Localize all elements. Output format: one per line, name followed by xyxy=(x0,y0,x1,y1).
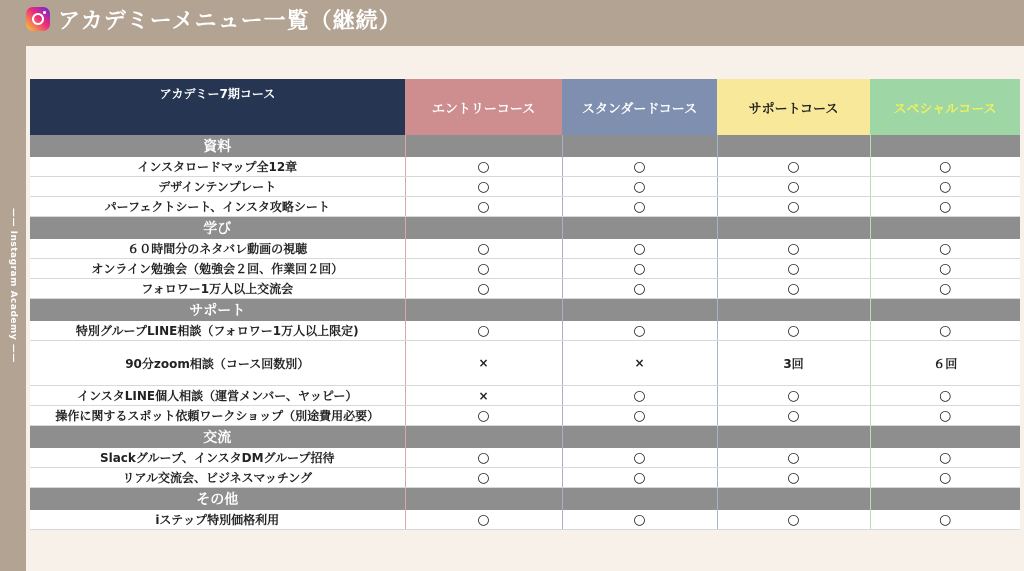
row-label: Slackグループ、インスタDMグループ招待 xyxy=(30,448,405,468)
section-fill xyxy=(870,299,1020,322)
availability-cell: × xyxy=(405,386,562,406)
availability-cell: ○ xyxy=(562,157,717,177)
section-row xyxy=(30,299,1020,322)
availability-cell: ○ xyxy=(405,468,562,488)
availability-cell: ○ xyxy=(870,406,1020,426)
section-fill xyxy=(870,135,1020,157)
availability-cell: ○ xyxy=(870,448,1020,468)
table-row xyxy=(30,448,1020,468)
section-fill xyxy=(405,426,562,449)
availability-cell: ○ xyxy=(562,386,717,406)
availability-cell: ○ xyxy=(717,157,870,177)
table-row xyxy=(30,406,1020,426)
availability-cell: ○ xyxy=(870,259,1020,279)
availability-cell: ６回 xyxy=(870,341,1020,386)
table-row xyxy=(30,386,1020,406)
availability-cell: ○ xyxy=(717,510,870,530)
table-row xyxy=(30,259,1020,279)
availability-cell: ○ xyxy=(562,510,717,530)
section-row xyxy=(30,135,1020,157)
column-header-support: サポートコース xyxy=(717,79,870,135)
table-row xyxy=(30,177,1020,197)
section-fill xyxy=(562,217,717,240)
row-label: リアル交流会、ビジネスマッチング xyxy=(30,468,405,488)
availability-cell: ○ xyxy=(870,197,1020,217)
availability-cell: ○ xyxy=(717,448,870,468)
section-fill xyxy=(717,488,870,511)
section-fill xyxy=(562,488,717,511)
table-row xyxy=(30,510,1020,530)
corner-header: アカデミー7期コース xyxy=(30,79,405,135)
section-row xyxy=(30,488,1020,511)
availability-cell: ○ xyxy=(717,406,870,426)
column-header-special: スペシャルコース xyxy=(870,79,1020,135)
course-menu-table xyxy=(30,79,1020,530)
row-label: デザインテンプレート xyxy=(30,177,405,197)
section-fill xyxy=(405,135,562,157)
table-row xyxy=(30,279,1020,299)
availability-cell: ○ xyxy=(562,468,717,488)
availability-cell: ○ xyxy=(870,177,1020,197)
availability-cell: ○ xyxy=(405,259,562,279)
section-fill xyxy=(717,135,870,157)
availability-cell: × xyxy=(405,341,562,386)
row-label: 操作に関するスポット依頼ワークショップ（別途費用必要） xyxy=(30,406,405,426)
table-row xyxy=(30,341,1020,386)
row-label: 特別グループLINE相談（フォロワー1万人以上限定) xyxy=(30,321,405,341)
availability-cell: ○ xyxy=(717,197,870,217)
row-label: パーフェクトシート、インスタ攻略シート xyxy=(30,197,405,217)
section-row xyxy=(30,217,1020,240)
section-fill xyxy=(405,488,562,511)
instagram-icon xyxy=(26,7,50,31)
availability-cell: ○ xyxy=(562,406,717,426)
section-title: サポート xyxy=(30,299,405,322)
row-label: インスタロードマップ全12章 xyxy=(30,157,405,177)
availability-cell: ○ xyxy=(405,197,562,217)
availability-cell: ○ xyxy=(405,448,562,468)
section-fill xyxy=(717,426,870,449)
page-title: アカデミーメニュー一覧（継続） xyxy=(58,9,402,34)
table-header-row xyxy=(30,79,1020,135)
table-row xyxy=(30,321,1020,341)
availability-cell: ○ xyxy=(562,177,717,197)
column-header-standard: スタンダードコース xyxy=(562,79,717,135)
availability-cell: ○ xyxy=(717,279,870,299)
section-row xyxy=(30,426,1020,449)
availability-cell: ○ xyxy=(717,177,870,197)
column-header-entry: エントリーコース xyxy=(405,79,562,135)
availability-cell: ○ xyxy=(405,406,562,426)
table-row xyxy=(30,157,1020,177)
table-row xyxy=(30,468,1020,488)
availability-cell: ○ xyxy=(405,177,562,197)
availability-cell: ○ xyxy=(717,239,870,259)
section-title: その他 xyxy=(30,488,405,511)
availability-cell: ○ xyxy=(562,448,717,468)
availability-cell: ○ xyxy=(717,321,870,341)
availability-cell: ○ xyxy=(562,279,717,299)
section-fill xyxy=(870,217,1020,240)
section-title: 学び xyxy=(30,217,405,240)
row-label: ６０時間分のネタバレ動画の視聴 xyxy=(30,239,405,259)
availability-cell: ○ xyxy=(562,239,717,259)
row-label: オンライン勉強会（勉強会２回、作業回２回） xyxy=(30,259,405,279)
section-title: 資料 xyxy=(30,135,405,157)
availability-cell: ○ xyxy=(405,321,562,341)
row-label: フォロワー1万人以上交流会 xyxy=(30,279,405,299)
availability-cell: ○ xyxy=(870,157,1020,177)
row-label: インスタLINE個人相談（運営メンバー、ヤッピー） xyxy=(30,386,405,406)
section-fill xyxy=(717,299,870,322)
section-fill xyxy=(562,299,717,322)
section-fill xyxy=(717,217,870,240)
availability-cell: ○ xyxy=(717,259,870,279)
page-header xyxy=(0,0,1024,46)
availability-cell: ○ xyxy=(562,197,717,217)
section-fill xyxy=(870,426,1020,449)
availability-cell: ○ xyxy=(717,468,870,488)
section-fill xyxy=(870,488,1020,511)
side-label: —— Instagram Academy —— xyxy=(8,207,18,363)
availability-cell: ○ xyxy=(870,321,1020,341)
availability-cell: ○ xyxy=(870,468,1020,488)
section-fill xyxy=(562,426,717,449)
section-fill xyxy=(405,299,562,322)
availability-cell: × xyxy=(562,341,717,386)
section-fill xyxy=(405,217,562,240)
section-title: 交流 xyxy=(30,426,405,449)
availability-cell: ○ xyxy=(870,510,1020,530)
availability-cell: ○ xyxy=(405,239,562,259)
availability-cell: ○ xyxy=(717,386,870,406)
row-label: iステップ特別価格利用 xyxy=(30,510,405,530)
availability-cell: 3回 xyxy=(717,341,870,386)
availability-cell: ○ xyxy=(870,239,1020,259)
availability-cell: ○ xyxy=(870,279,1020,299)
availability-cell: ○ xyxy=(405,157,562,177)
section-fill xyxy=(562,135,717,157)
availability-cell: ○ xyxy=(562,321,717,341)
row-label: 90分zoom相談（コース回数別） xyxy=(30,341,405,386)
availability-cell: ○ xyxy=(405,279,562,299)
table-row xyxy=(30,239,1020,259)
table-row xyxy=(30,197,1020,217)
availability-cell: ○ xyxy=(405,510,562,530)
availability-cell: ○ xyxy=(870,386,1020,406)
availability-cell: ○ xyxy=(562,259,717,279)
